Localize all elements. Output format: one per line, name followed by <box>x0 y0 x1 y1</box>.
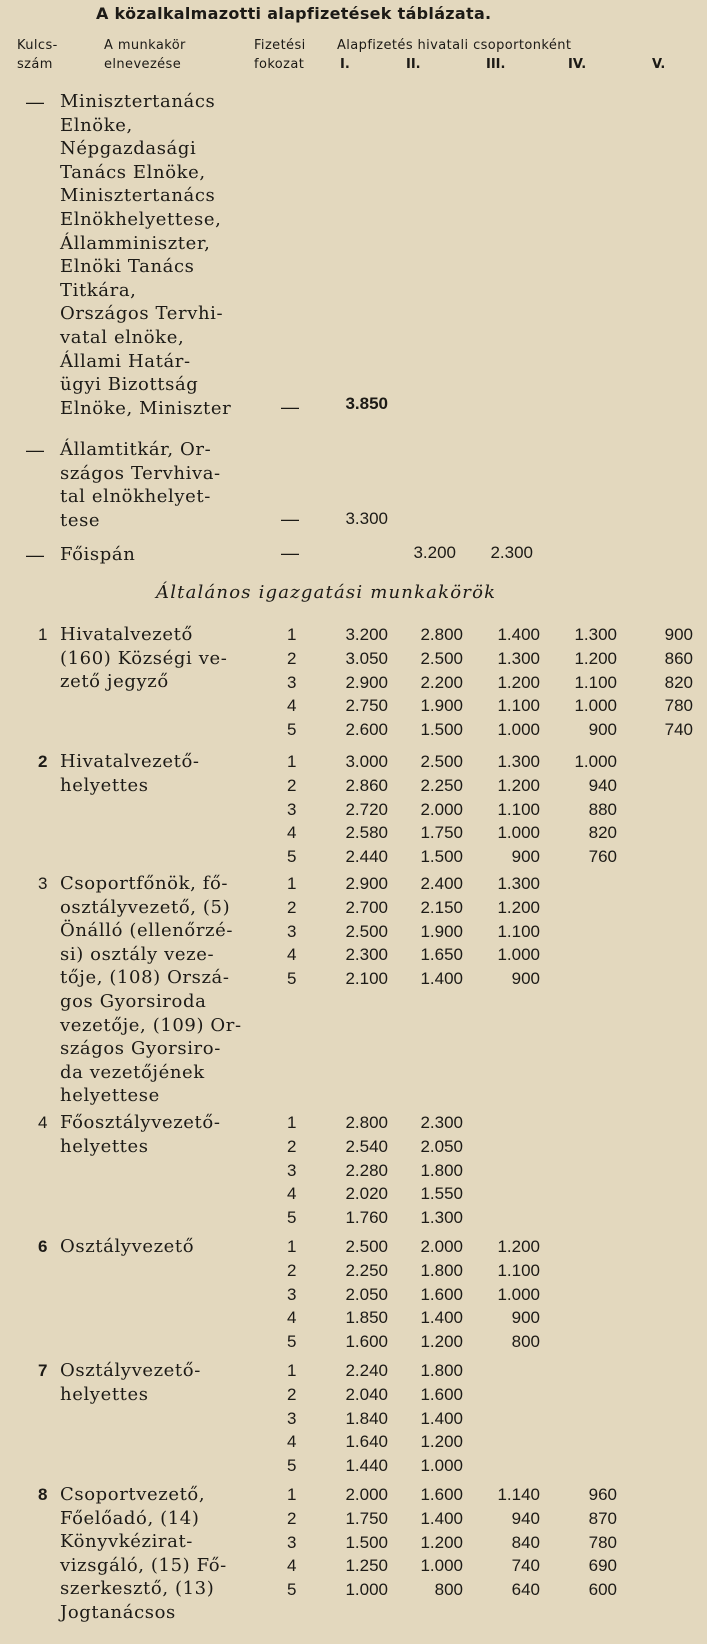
grade-number: 3 <box>287 672 297 692</box>
salary-value-group-4: 760 <box>588 847 617 867</box>
salary-value-group-4: 820 <box>588 823 617 843</box>
grade-number: 5 <box>287 1580 297 1600</box>
salary-value-group-4: 880 <box>588 799 617 819</box>
job-title-line: szágos Tervhiva- <box>60 462 221 484</box>
salary-value-group-2: 1.750 <box>420 823 463 843</box>
salary-value-group-1: 3.050 <box>345 648 388 668</box>
job-title-line: gos Gyorsiroda <box>60 991 207 1012</box>
salary-value-group-5: 780 <box>664 696 693 716</box>
job-title-line: Főelőadó, (14) <box>60 1507 200 1529</box>
salary-value-group-1: 2.600 <box>345 720 388 740</box>
grade-number: 5 <box>287 1208 297 1228</box>
grade-number: 4 <box>287 945 297 965</box>
salary-value-group-4: 1.000 <box>574 752 617 771</box>
job-title-line: Elnöke, Miniszter <box>60 397 232 419</box>
page-title: A közalkalmazotti alapfizetések táblázata. <box>96 4 492 23</box>
salary-value-group-1: 2.900 <box>345 874 388 893</box>
salary-value-group-5: 860 <box>664 648 693 668</box>
grade-number: 1 <box>287 1361 297 1380</box>
header-group-1: I. <box>340 57 350 72</box>
job-title-line: szágos Gyorsiro- <box>60 1038 221 1060</box>
salary-value-group-2: 1.400 <box>420 1508 463 1528</box>
salary-value-group-1: 1.850 <box>345 1308 388 1328</box>
salary-value-group-5: 820 <box>664 672 693 692</box>
salary-value-group-2: 1.800 <box>420 1260 463 1280</box>
salary-value-group-4: 900 <box>588 720 617 740</box>
grade-number: 1 <box>287 1113 297 1132</box>
salary-value-group-4: 1.000 <box>574 696 617 716</box>
salary-value-group-3: 1.000 <box>497 823 540 843</box>
salary-value-group-1: 3.300 <box>345 509 388 528</box>
salary-value-group-1: 2.020 <box>345 1184 388 1204</box>
grade-number: 1 <box>287 874 297 893</box>
grade-number: 5 <box>287 1332 297 1352</box>
salary-value-group-4: 1.100 <box>574 672 617 692</box>
job-title-line: Népgazdasági <box>60 138 197 160</box>
salary-value-group-1: 2.860 <box>345 775 388 795</box>
salary-value-group-3: 1.100 <box>497 1260 540 1280</box>
job-title-line: Csoportvezető, <box>60 1484 206 1505</box>
job-title-line: si) osztály veze- <box>60 943 215 965</box>
salary-value-group-2: 1.500 <box>420 847 463 867</box>
grade-number: 3 <box>287 1160 297 1180</box>
grade-number: 4 <box>287 1556 297 1576</box>
job-title-line: Tanács Elnöke, <box>60 161 206 183</box>
salary-value-group-1: 2.250 <box>345 1260 388 1280</box>
salary-value-group-2: 1.400 <box>420 969 463 989</box>
grade-number: 3 <box>287 921 297 941</box>
salary-value-group-1: 2.100 <box>345 969 388 989</box>
salary-value-group-1: 3.850 <box>345 394 388 413</box>
job-title-line: tal elnökhelyet- <box>60 486 211 508</box>
job-title-line: tője, (108) Orszá- <box>60 967 230 989</box>
job-title-line: da vezetőjének <box>60 1061 205 1083</box>
salary-value-group-1: 3.000 <box>345 752 388 771</box>
salary-value-group-2: 3.200 <box>413 543 456 562</box>
salary-value-group-2: 2.000 <box>420 1237 463 1256</box>
job-title-line: Elnökhelyettese, <box>60 209 222 230</box>
key-number: 8 <box>38 1485 48 1504</box>
salary-value-group-1: 2.440 <box>345 847 388 867</box>
salary-value-group-3: 1.300 <box>497 752 540 771</box>
job-title-line: Osztályvezető- <box>60 1360 201 1381</box>
salary-value-group-2: 2.050 <box>420 1136 463 1156</box>
grade-number: 2 <box>287 648 297 668</box>
header-group-3: III. <box>486 57 506 72</box>
salary-value-group-3: 800 <box>511 1332 540 1352</box>
grade-number: 2 <box>287 1260 297 1280</box>
grade-number: 3 <box>287 799 297 819</box>
salary-value-group-1: 1.760 <box>345 1208 388 1228</box>
salary-value-group-3: 1.200 <box>497 672 540 692</box>
salary-value-group-4: 690 <box>588 1556 617 1576</box>
header-group-5: V. <box>652 57 666 72</box>
salary-value-group-4: 940 <box>588 775 617 795</box>
salary-value-group-3: 1.200 <box>497 775 540 795</box>
grade-dash: — <box>281 508 299 529</box>
salary-value-group-2: 1.300 <box>420 1208 463 1228</box>
job-title-line: (160) Községi ve- <box>60 647 228 669</box>
salary-value-group-2: 800 <box>434 1580 463 1600</box>
salary-value-group-1: 2.750 <box>345 696 388 716</box>
salary-value-group-3: 1.100 <box>497 921 540 941</box>
grade-number: 4 <box>287 1308 297 1328</box>
job-title-line: Csoportfőnök, fő- <box>60 873 229 894</box>
grade-number: 2 <box>287 775 297 795</box>
salary-value-group-3: 900 <box>511 847 540 867</box>
job-title-line: Hivatalvezető- <box>60 751 200 772</box>
salary-value-group-2: 1.800 <box>420 1160 463 1180</box>
job-title-line: Hivatalvezető <box>60 624 193 645</box>
salary-value-group-3: 900 <box>511 1308 540 1328</box>
grade-number: 2 <box>287 1136 297 1156</box>
salary-value-group-1: 2.500 <box>345 1237 388 1256</box>
salary-value-group-2: 1.400 <box>420 1308 463 1328</box>
grade-number: 1 <box>287 625 297 644</box>
job-title-line: Elnöke, <box>60 114 133 136</box>
salary-value-group-1: 2.700 <box>345 897 388 917</box>
salary-value-group-1: 3.200 <box>345 625 388 644</box>
salary-value-group-1: 1.000 <box>345 1580 388 1600</box>
salary-value-group-1: 2.500 <box>345 921 388 941</box>
salary-value-group-2: 1.600 <box>420 1284 463 1304</box>
header-grade-line2: fokozat <box>254 57 305 72</box>
job-title-line: Jogtanácsos <box>60 1602 176 1623</box>
key-number: 4 <box>38 1113 48 1132</box>
grade-number: 5 <box>287 720 297 740</box>
header-key-line1: Kulcs- <box>17 38 58 53</box>
job-title-line: vizsgáló, (15) Fő- <box>60 1554 227 1576</box>
salary-value-group-2: 2.000 <box>420 799 463 819</box>
salary-value-group-2: 1.000 <box>420 1556 463 1576</box>
job-title-line: helyettes <box>60 1135 149 1157</box>
salary-value-group-2: 1.550 <box>420 1184 463 1204</box>
header-key-line2: szám <box>17 57 53 72</box>
salary-value-group-2: 2.200 <box>420 672 463 692</box>
job-title-line: Minisztertanács <box>60 91 216 112</box>
salary-value-group-4: 780 <box>588 1532 617 1552</box>
salary-value-group-1: 2.900 <box>345 672 388 692</box>
grade-number: 2 <box>287 897 297 917</box>
salary-value-group-4: 1.200 <box>574 648 617 668</box>
salary-value-group-1: 1.640 <box>345 1432 388 1452</box>
salary-value-group-2: 1.400 <box>420 1408 463 1428</box>
job-title-line: Minisztertanács <box>60 185 216 207</box>
salary-value-group-4: 600 <box>588 1580 617 1600</box>
salary-value-group-3: 840 <box>511 1532 540 1552</box>
salary-value-group-3: 2.300 <box>490 543 533 562</box>
salary-value-group-3: 1.300 <box>497 648 540 668</box>
salary-value-group-1: 1.250 <box>345 1556 388 1576</box>
grade-number: 1 <box>287 1237 297 1256</box>
job-title-line: Önálló (ellenőrzé- <box>60 920 234 942</box>
header-group-4: IV. <box>568 57 587 72</box>
salary-value-group-1: 1.750 <box>345 1508 388 1528</box>
salary-value-group-3: 1.100 <box>497 799 540 819</box>
salary-value-group-2: 1.200 <box>420 1432 463 1452</box>
job-title-line: Elnöki Tanács <box>60 256 195 278</box>
job-title-line: szerkesztő, (13) <box>60 1578 215 1600</box>
grade-dash: — <box>281 396 299 417</box>
job-title-line: osztályvezető, (5) <box>60 896 231 918</box>
salary-value-group-3: 1.000 <box>497 945 540 965</box>
salary-value-group-3: 900 <box>511 969 540 989</box>
job-title-line: Osztályvezető <box>60 1236 195 1257</box>
salary-value-group-1: 2.000 <box>345 1485 388 1504</box>
top-row-key-dash: — <box>26 92 44 112</box>
grade-number: 5 <box>287 969 297 989</box>
job-title-line: ügyi Bizottság <box>60 374 199 396</box>
salary-value-group-4: 960 <box>588 1485 617 1504</box>
grade-number: 2 <box>287 1384 297 1404</box>
salary-value-group-2: 2.500 <box>420 752 463 771</box>
salary-value-group-5: 900 <box>664 625 693 644</box>
key-number: 2 <box>38 752 48 771</box>
grade-number: 3 <box>287 1284 297 1304</box>
job-title-line: Országos Tervhi- <box>60 303 224 325</box>
job-title-line: vezetője, (109) Or- <box>60 1014 242 1036</box>
salary-value-group-1: 2.800 <box>345 1113 388 1132</box>
salary-value-group-1: 2.720 <box>345 799 388 819</box>
grade-number: 4 <box>287 1184 297 1204</box>
salary-value-group-3: 1.100 <box>497 696 540 716</box>
header-group-2: II. <box>406 57 421 72</box>
grade-number: 3 <box>287 1408 297 1428</box>
salary-value-group-1: 2.240 <box>345 1361 388 1380</box>
grade-number: 2 <box>287 1508 297 1528</box>
salary-value-group-1: 1.840 <box>345 1408 388 1428</box>
salary-value-group-1: 2.540 <box>345 1136 388 1156</box>
job-title-line: Titkára, <box>60 279 137 301</box>
salary-value-group-1: 1.500 <box>345 1532 388 1552</box>
salary-value-group-2: 2.250 <box>420 775 463 795</box>
job-title-line: helyettes <box>60 774 149 796</box>
job-title-line: zető jegyző <box>60 671 169 693</box>
key-number: 1 <box>38 625 48 644</box>
key-number: 6 <box>38 1237 48 1256</box>
salary-value-group-1: 2.040 <box>345 1384 388 1404</box>
job-title-line: Államtitkár, Or- <box>60 439 212 460</box>
grade-number: 5 <box>287 847 297 867</box>
salary-value-group-2: 2.300 <box>420 1113 463 1132</box>
salary-value-group-2: 1.200 <box>420 1532 463 1552</box>
grade-number: 4 <box>287 696 297 716</box>
salary-value-group-1: 2.280 <box>345 1160 388 1180</box>
key-number: 7 <box>38 1361 48 1380</box>
job-title-line: Főispán <box>60 544 136 565</box>
job-title-line: Államminiszter, <box>60 232 211 254</box>
salary-value-group-3: 1.400 <box>497 625 540 644</box>
salary-value-group-3: 640 <box>511 1580 540 1600</box>
salary-value-group-4: 870 <box>588 1508 617 1528</box>
salary-value-group-2: 1.200 <box>420 1332 463 1352</box>
key-number: 3 <box>38 874 48 893</box>
grade-number: 4 <box>287 823 297 843</box>
job-title-line: Állami Határ- <box>60 350 191 372</box>
salary-value-group-2: 2.150 <box>420 897 463 917</box>
salary-value-group-1: 2.050 <box>345 1284 388 1304</box>
salary-value-group-3: 940 <box>511 1508 540 1528</box>
job-title-line: Könyvkézirat- <box>60 1531 193 1553</box>
salary-value-group-3: 1.200 <box>497 897 540 917</box>
salary-value-group-3: 740 <box>511 1556 540 1576</box>
salary-value-group-4: 1.300 <box>574 625 617 644</box>
grade-number: 3 <box>287 1532 297 1552</box>
salary-value-group-5: 740 <box>664 720 693 740</box>
salary-value-group-3: 1.300 <box>497 874 540 893</box>
salary-value-group-3: 1.000 <box>497 1284 540 1304</box>
salary-value-group-2: 2.400 <box>420 874 463 893</box>
salary-value-group-1: 1.440 <box>345 1456 388 1476</box>
header-salary-span: Alapfizetés hivatali csoportonként <box>337 38 572 53</box>
job-title-line: helyettes <box>60 1383 149 1405</box>
section-title: Általános igazgatási munkakörök <box>156 582 497 603</box>
grade-number: 1 <box>287 752 297 771</box>
salary-value-group-2: 2.800 <box>420 625 463 644</box>
salary-value-group-2: 2.500 <box>420 648 463 668</box>
salary-value-group-2: 1.900 <box>420 921 463 941</box>
header-grade-line1: Fizetési <box>254 38 306 53</box>
salary-value-group-3: 1.000 <box>497 720 540 740</box>
job-title-line: vatal elnöke, <box>60 327 185 348</box>
salary-value-group-1: 2.300 <box>345 945 388 965</box>
salary-value-group-2: 1.000 <box>420 1456 463 1476</box>
grade-number: 5 <box>287 1456 297 1476</box>
header-job-line2: elnevezése <box>104 57 182 72</box>
job-title-line: tese <box>60 509 101 531</box>
job-title-line: helyettese <box>60 1085 160 1107</box>
header-job-line1: A munkakör <box>104 38 186 53</box>
top-row-key-dash: — <box>26 440 44 460</box>
salary-value-group-2: 1.500 <box>420 720 463 740</box>
job-title-line: Főosztályvezető- <box>60 1112 221 1133</box>
salary-value-group-1: 2.580 <box>345 823 388 843</box>
salary-value-group-2: 1.600 <box>420 1384 463 1404</box>
salary-value-group-2: 1.600 <box>420 1485 463 1504</box>
salary-value-group-2: 1.800 <box>420 1361 463 1380</box>
grade-number: 1 <box>287 1485 297 1504</box>
salary-value-group-2: 1.900 <box>420 696 463 716</box>
salary-value-group-1: 1.600 <box>345 1332 388 1352</box>
top-row-key-dash: — <box>26 545 44 565</box>
grade-dash: — <box>281 543 299 563</box>
salary-value-group-3: 1.140 <box>497 1485 540 1504</box>
grade-number: 4 <box>287 1432 297 1452</box>
salary-value-group-2: 1.650 <box>420 945 463 965</box>
salary-value-group-3: 1.200 <box>497 1237 540 1256</box>
